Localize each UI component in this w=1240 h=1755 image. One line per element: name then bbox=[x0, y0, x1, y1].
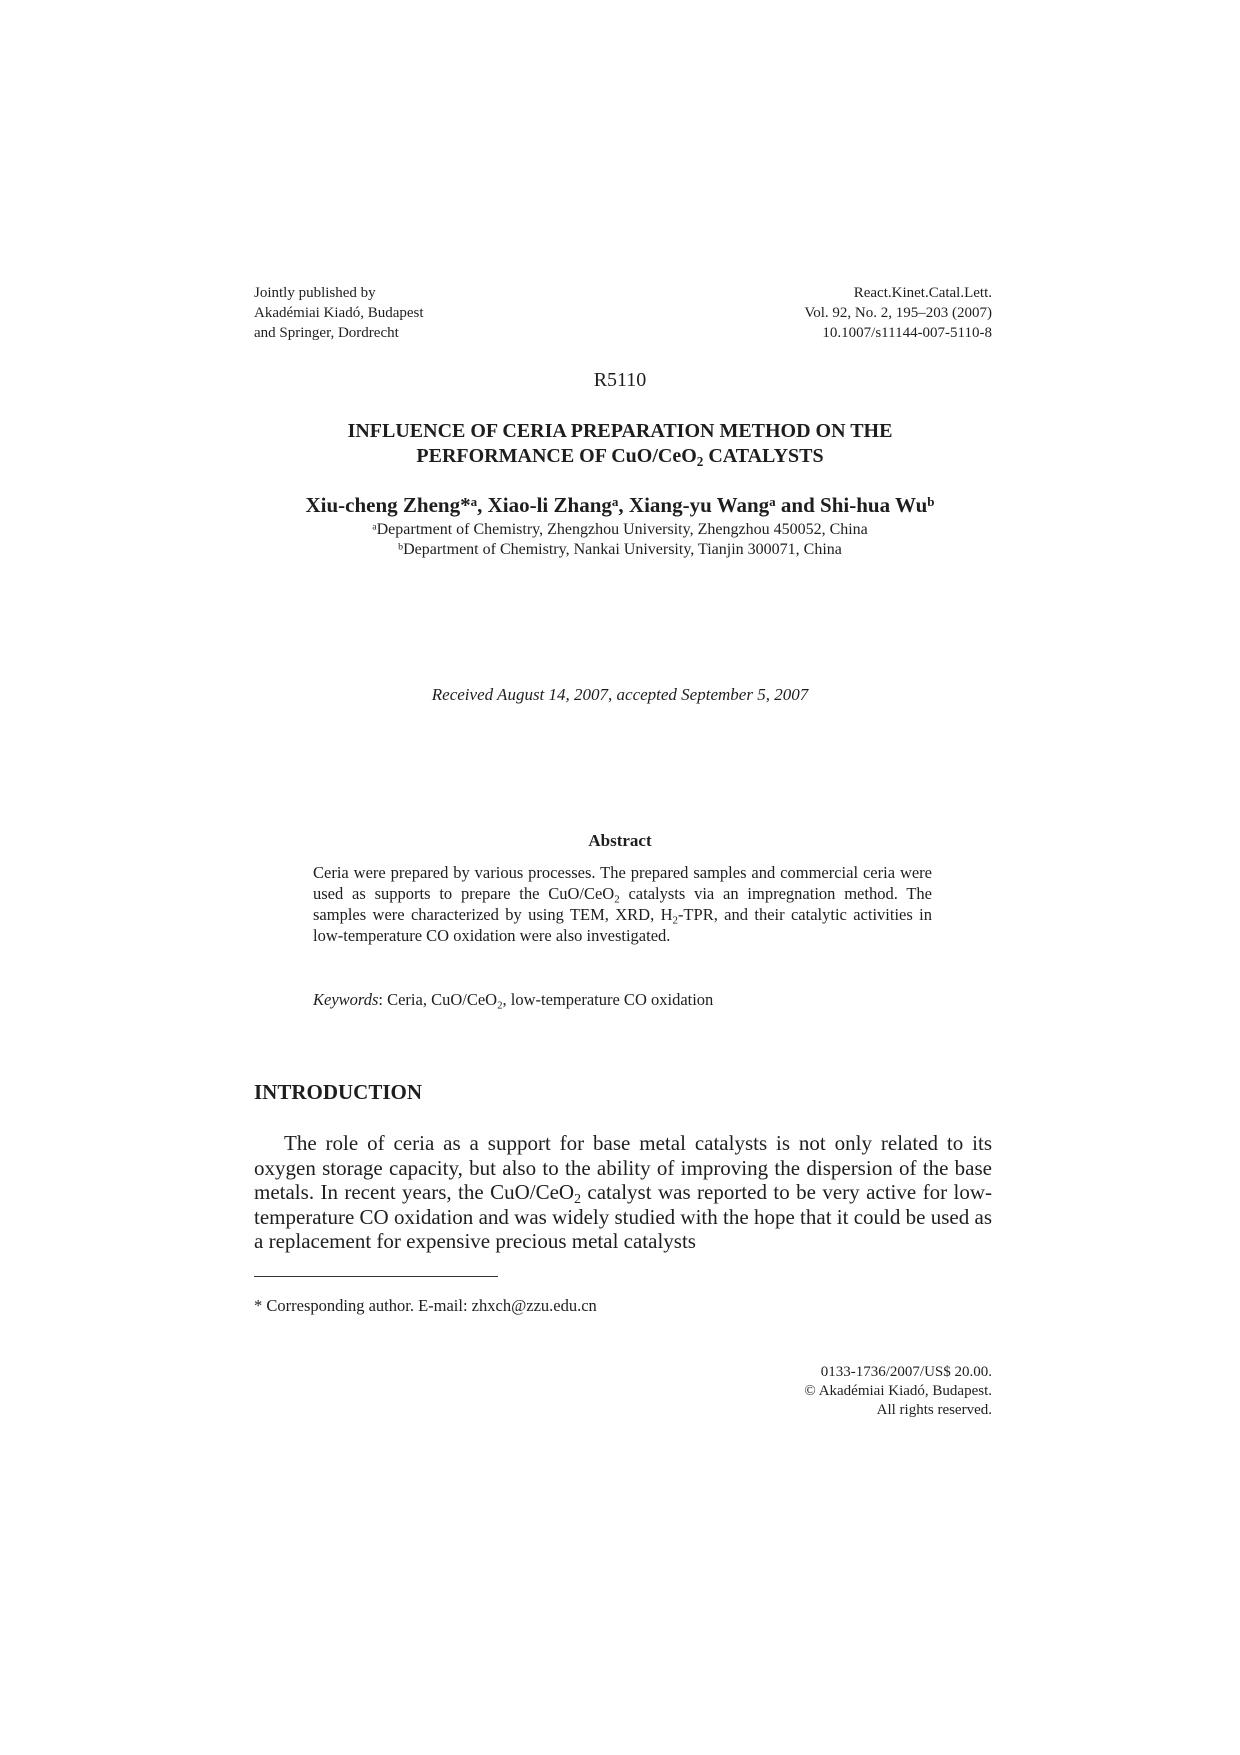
publisher-line: and Springer, Dordrecht bbox=[254, 325, 399, 341]
abstract-heading: Abstract bbox=[588, 831, 652, 850]
copyright-line: 0133-1736/2007/US$ 20.00. bbox=[820, 1364, 992, 1380]
affiliation-a bbox=[0, 520, 1240, 540]
abstract-text: Ceria were prepared by various processes. The prepared samples and commercial ceria were used as supports to prepare the CuO/CeO bbox=[313, 863, 932, 903]
author-name: Xiu-cheng Zheng* bbox=[305, 493, 471, 517]
copyright-line: All rights reserved. bbox=[876, 1402, 992, 1418]
title-line-2 bbox=[0, 444, 1240, 469]
affiliation-mark: a bbox=[769, 494, 776, 510]
affiliation-mark: b bbox=[398, 541, 404, 553]
affiliation-mark: a bbox=[611, 494, 619, 510]
introduction-paragraph bbox=[254, 1131, 992, 1254]
received-date: Received August 14, 2007, accepted September 5, 2007 bbox=[431, 685, 809, 704]
affiliation-text: Department of Chemistry, Nankai University, Tianjin 300071, China bbox=[403, 541, 842, 558]
author-list bbox=[0, 491, 1240, 519]
paper-title bbox=[0, 419, 1240, 469]
keywords-label: Keywords bbox=[313, 990, 379, 1009]
subscript: 2 bbox=[614, 893, 620, 906]
keywords bbox=[313, 989, 932, 1010]
publisher-line: Akadémiai Kiadó, Budapest bbox=[254, 305, 424, 321]
copyright-notice bbox=[700, 1363, 992, 1420]
paragraph-text: The role of ceria as a support for base metal catalysts is not only related to its oxygen storage capacity, but also to the ability of improving the dispersion of the base metals. In recent years, the CuO/CeO bbox=[254, 1131, 992, 1204]
journal-info bbox=[700, 283, 992, 343]
article-code: R5110 bbox=[593, 369, 647, 391]
publisher-line: Jointly published by bbox=[254, 285, 376, 301]
subscript: 2 bbox=[497, 999, 503, 1012]
abstract-text: -TPR, and their catalytic activities in low-temperature CO oxidation were also investigated. bbox=[313, 905, 932, 945]
affiliations bbox=[0, 520, 1240, 560]
abstract-text: catalysts via an impregnation method. The samples were characterized by using TEM, XRD, H bbox=[313, 884, 932, 924]
affiliation-text: Department of Chemistry, Zhengzhou University, Zhengzhou 450052, China bbox=[376, 521, 868, 538]
keywords-text: : Ceria, CuO/CeO bbox=[378, 990, 498, 1009]
journal-line: React.Kinet.Catal.Lett. bbox=[853, 285, 992, 301]
journal-line: Vol. 92, No. 2, 195–203 (2007) bbox=[804, 305, 992, 321]
affiliation-b bbox=[0, 540, 1240, 560]
title-text: CATALYSTS bbox=[703, 445, 824, 467]
subscript: 2 bbox=[574, 1191, 582, 1207]
author-name: and Shi-hua Wu bbox=[775, 493, 928, 517]
journal-line: 10.1007/s11144-007-5110-8 bbox=[822, 325, 992, 341]
paragraph-text: catalyst was reported to be very active for low-temperature CO oxidation and was widely studied with the hope that it could be used as a replacement for expensive precious metal catalysts bbox=[254, 1180, 992, 1253]
title-text: PERFORMANCE OF CuO/CeO bbox=[416, 445, 697, 467]
copyright-line: © Akadémiai Kiadó, Budapest. bbox=[804, 1383, 992, 1399]
author-name: , Xiang-yu Wang bbox=[618, 493, 770, 517]
subscript: 2 bbox=[696, 453, 704, 469]
subscript: 2 bbox=[672, 914, 678, 927]
publisher-info bbox=[254, 283, 424, 343]
corresponding-author-footnote: * Corresponding author. E-mail: zhxch@zzu.edu.cn bbox=[254, 1296, 597, 1315]
affiliation-mark: a bbox=[470, 494, 478, 510]
author-name: , Xiao-li Zhang bbox=[477, 493, 612, 517]
footnote-divider bbox=[254, 1276, 498, 1277]
keywords-text: , low-temperature CO oxidation bbox=[502, 990, 714, 1009]
affiliation-mark: b bbox=[927, 494, 935, 510]
introduction-heading: INTRODUCTION bbox=[254, 1080, 423, 1104]
affiliation-mark: a bbox=[372, 521, 377, 533]
title-line-1: INFLUENCE OF CERIA PREPARATION METHOD ON THE bbox=[347, 420, 893, 442]
abstract-body bbox=[313, 862, 932, 946]
